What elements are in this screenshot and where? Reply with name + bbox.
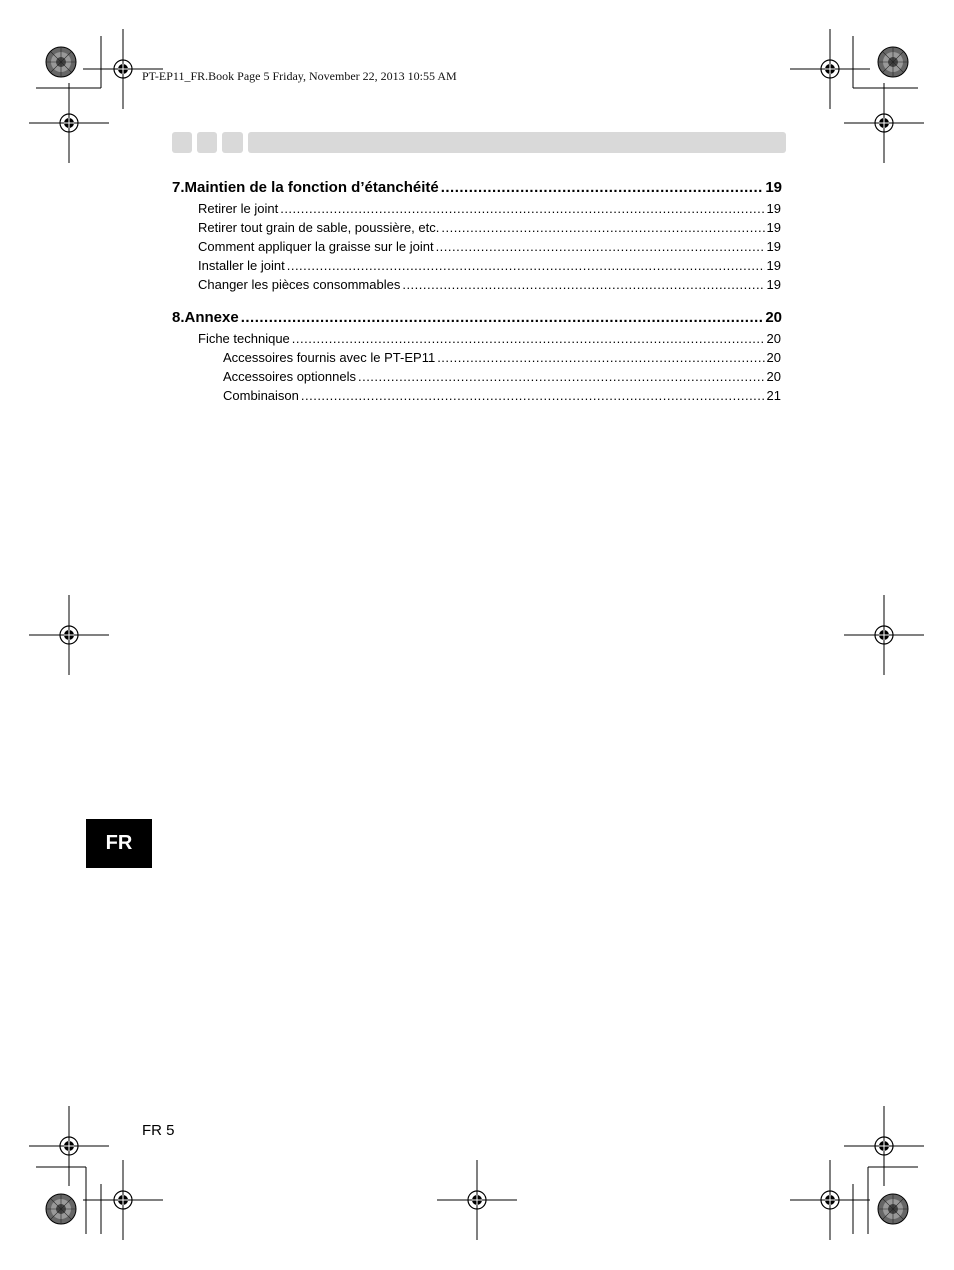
toc-item-label: Retirer le joint [198,201,279,216]
toc-item-label: Installer le joint [198,258,285,273]
registration-mark-icon [844,595,924,675]
footer-page-number: FR 5 [142,1122,175,1139]
toc-page-number: 19 [766,239,781,254]
registration-mark-icon [437,1160,517,1240]
print-header: PT-EP11_FR.Book Page 5 Friday, November 22, 2013 10:55 AM [142,69,457,83]
toc-item-label: Accessoires optionnels [223,369,356,384]
toc-page-number: 20 [766,369,781,384]
toc-item-label: Fiche technique [198,331,290,346]
registration-mark-icon [83,1160,163,1240]
star-target-icon [46,47,76,77]
toc-page-number: 19 [766,201,781,216]
registration-mark-icon [83,29,163,109]
registration-mark-icon [844,83,924,163]
toc-item-label: Comment appliquer la graisse sur le joint [198,239,434,254]
toc-page-number: 20 [766,331,781,346]
toc-page-number: 19 [766,258,781,273]
registration-mark-icon [790,29,870,109]
toc-page-number: 20 [766,350,781,365]
toc-page-number: 21 [766,388,781,403]
registration-mark-icon [844,1106,924,1186]
toc-page-number: 19 [765,179,782,196]
registration-mark-icon [29,595,109,675]
registration-mark-icon [29,83,109,163]
toc-page-number: 19 [766,277,781,292]
registration-mark-icon [29,1106,109,1186]
toc-page-number: 19 [766,220,781,235]
toc-page-number: 20 [765,309,782,326]
registration-mark-icon [790,1160,870,1240]
toc-item-label: Changer les pièces consommables [198,277,401,292]
toc-item-label: Accessoires fournis avec le PT-EP11 [223,350,436,365]
star-target-icon [878,47,908,77]
toc-section-label: 7.Maintien de la fonction d’étanchéité [172,179,439,196]
star-target-icon [46,1194,76,1224]
toc-section-label: 8.Annexe [172,309,239,326]
star-target-icon [878,1194,908,1224]
toc-item-label: Retirer tout grain de sable, poussière, etc. [198,220,440,235]
toc-item-label: Combinaison [223,388,299,403]
language-tab-label: FR [105,832,133,854]
